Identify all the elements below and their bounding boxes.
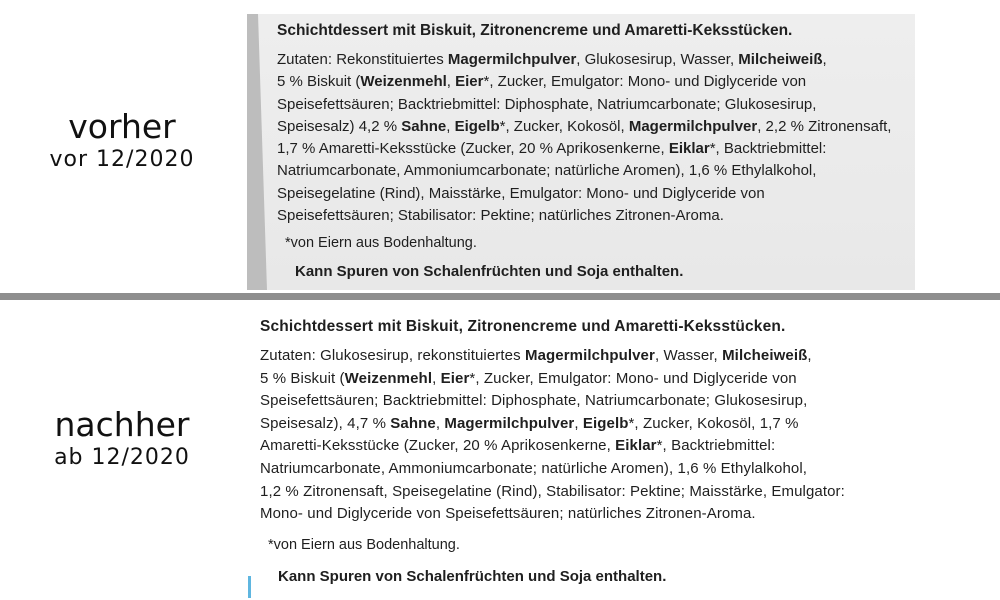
ingredient-line [277, 71, 905, 93]
before-ingredients [277, 49, 905, 227]
allergen-ingredient: Milcheiweiß [738, 51, 823, 68]
after-footnote: *von Eiern aus Bodenhaltung. [268, 536, 460, 553]
ingredient-text: Zutaten: Glukosesirup, rekonstituiertes [260, 347, 525, 364]
ingredient-text: *, Zucker, Kokosöl, 1,7 % [628, 414, 799, 432]
after-ingredients [260, 345, 940, 526]
before-headline: Schichtdessert mit Biskuit, Zitronencreme und Amaretti-Keksstücken. [277, 22, 793, 39]
ingredient-text: , [822, 51, 827, 68]
ingredient-text: *, Backtriebmittel: [709, 140, 827, 158]
allergen-ingredient: Sahne [401, 117, 447, 135]
before-date: vor 12/2020 [49, 147, 195, 172]
ingredient-text: 1,2 % Zitronensaft, Speisegelatine (Rind), Stabilisator: Pektine; Maisstärke, Emulgator: [260, 482, 845, 500]
ingredient-text: , [432, 369, 441, 387]
allergen-ingredient: Eigelb [454, 117, 500, 135]
ingredient-line [277, 94, 905, 116]
ingredient-text: Speisegelatine (Rind), Maisstärke, Emulgator: Mono- und Diglyceride von [277, 184, 765, 202]
ingredient-line [260, 481, 940, 504]
ingredient-line [260, 345, 940, 368]
allergen-ingredient: Eigelb [582, 414, 629, 432]
after-label-group [12, 406, 232, 472]
after-allergen-note: Kann Spuren von Schalenfrüchten und Soja enthalten. [278, 567, 667, 585]
ingredient-text: , [446, 73, 456, 91]
ingredient-line [260, 503, 940, 526]
ingredient-line [260, 390, 940, 413]
allergen-ingredient: Weizenmehl [360, 73, 447, 91]
ingredient-line [277, 49, 905, 71]
section-divider [0, 293, 1000, 300]
allergen-ingredient: Eiklar [615, 437, 657, 455]
ingredient-line [260, 458, 940, 481]
ingredient-text: Mono- und Diglyceride von Speisefettsäuren; natürliches Zitronen-Aroma. [260, 505, 756, 523]
ingredient-text: 5 % Biskuit ( [277, 73, 361, 91]
allergen-ingredient: Weizenmehl [344, 369, 433, 387]
after-headline: Schichtdessert mit Biskuit, Zitronencreme und Amaretti-Keksstücken. [260, 318, 786, 335]
ingredient-line [277, 160, 905, 182]
allergen-ingredient: Eier [455, 73, 484, 91]
ingredient-text: Speisefettsäuren; Stabilisator: Pektine; natürliches Zitronen-Aroma. [277, 207, 724, 225]
ingredient-text: Natriumcarbonate, Ammoniumcarbonate; natürliche Aromen), 1,6 % Ethylalkohol, [260, 459, 808, 477]
after-label-photo [248, 306, 948, 600]
ingredient-text: *, Zucker, Emulgator: Mono- und Diglyceride von [469, 369, 797, 387]
ingredient-text: , [807, 347, 812, 364]
ingredient-text: *, Zucker, Kokosöl, [499, 117, 629, 135]
allergen-ingredient: Magermilchpulver [628, 117, 758, 135]
ingredient-text: , [574, 414, 583, 432]
ingredient-text: , Glukosesirup, Wasser, [576, 51, 739, 68]
allergen-ingredient: Magermilchpulver [447, 51, 577, 68]
ingredient-line [277, 183, 905, 205]
ingredient-text: , 2,2 % Zitronensaft, [757, 117, 892, 135]
ingredient-text: , Wasser, [654, 347, 723, 364]
before-label-group [12, 108, 232, 174]
ingredient-text: Speisefettsäuren; Backtriebmittel: Diphosphate, Natriumcarbonate; Glukosesirup, [277, 95, 817, 113]
ingredient-text: Speisefettsäuren; Backtriebmittel: Diphosphate, Natriumcarbonate; Glukosesirup, [260, 392, 808, 410]
allergen-ingredient: Eiklar [668, 140, 710, 158]
ingredient-line [277, 138, 905, 160]
allergen-ingredient: Magermilchpulver [524, 347, 655, 364]
before-label: vorher [68, 107, 176, 146]
allergen-ingredient: Milcheiweiß [722, 347, 808, 364]
ingredient-line [277, 205, 905, 227]
ingredient-text: Zutaten: Rekonstituiertes [277, 51, 448, 68]
before-label-photo [247, 14, 915, 290]
ingredient-line [260, 368, 940, 391]
ingredient-line [277, 116, 905, 138]
before-footnote: *von Eiern aus Bodenhaltung. [285, 235, 477, 252]
ingredient-text: Amaretti-Keksstücke (Zucker, 20 % Aprikosenkerne, [260, 437, 616, 455]
ingredient-text: Natriumcarbonate, Ammoniumcarbonate; natürliche Aromen), 1,6 % Ethylalkohol, [277, 162, 817, 180]
after-date: ab 12/2020 [54, 445, 190, 470]
allergen-ingredient: Eier [440, 369, 470, 387]
ingredient-text: 1,7 % Amaretti-Keksstücke (Zucker, 20 % Aprikosenkerne, [277, 140, 669, 158]
ingredient-text: *, Backtriebmittel: [656, 437, 776, 455]
ingredient-text: 5 % Biskuit ( [260, 369, 345, 387]
ingredient-line [260, 413, 940, 436]
ingredient-text: Speisesalz), 4,7 % [260, 414, 391, 432]
before-allergen-note: Kann Spuren von Schalenfrüchten und Soja enthalten. [295, 263, 684, 281]
ingredient-text: Speisesalz) 4,2 % [277, 117, 402, 135]
ingredient-line [260, 435, 940, 458]
ingredient-text: *, Zucker, Emulgator: Mono- und Diglyceride von [483, 73, 807, 91]
allergen-ingredient: Magermilchpulver [444, 414, 575, 432]
ingredient-text: , [435, 414, 445, 432]
ingredient-text: , [446, 117, 455, 135]
allergen-ingredient: Sahne [390, 414, 436, 432]
after-label: nachher [54, 405, 190, 444]
